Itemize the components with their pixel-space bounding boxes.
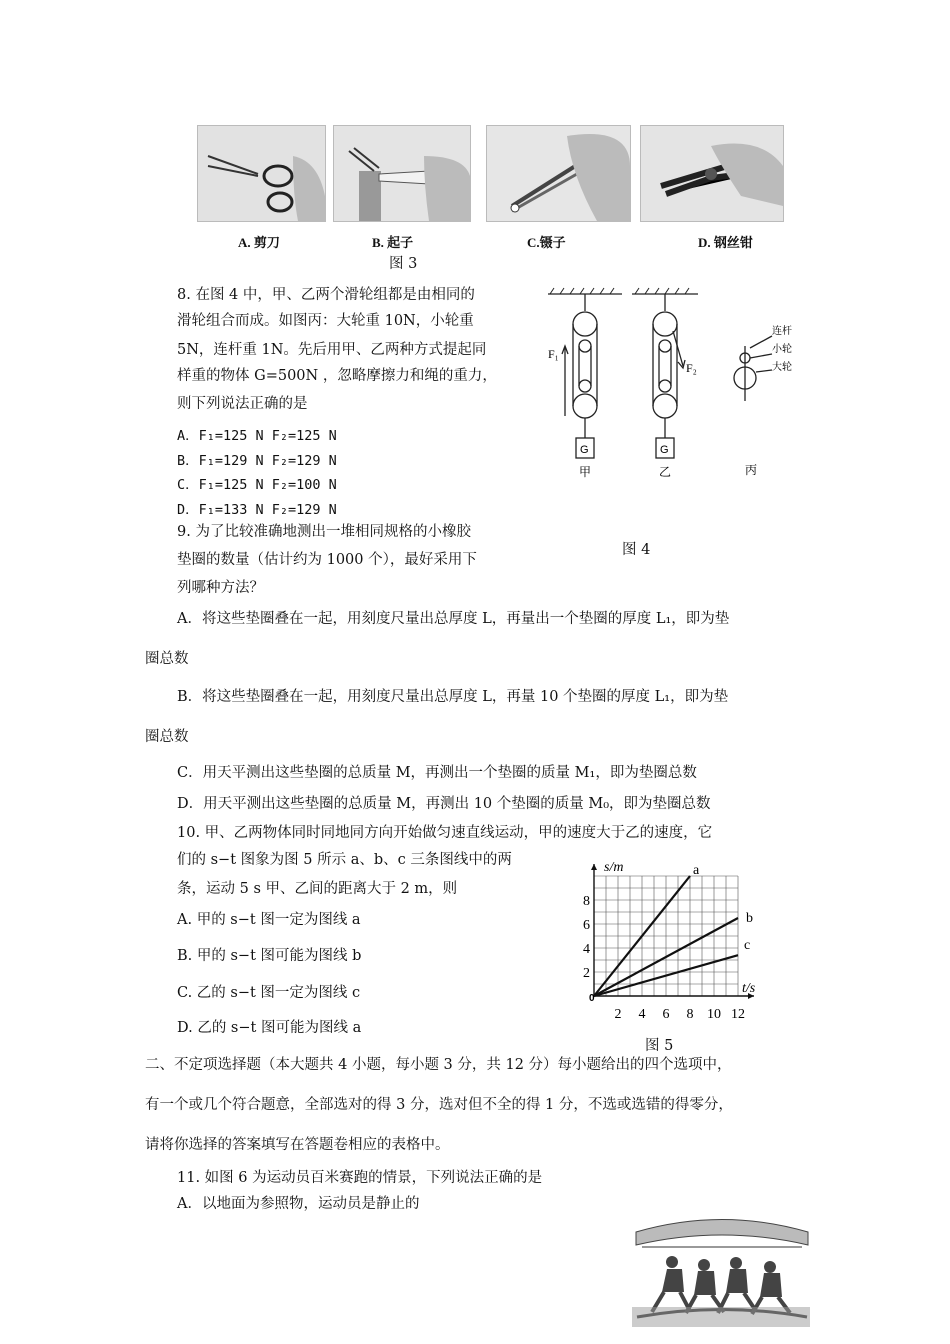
x-tick-label: 6 (662, 1007, 670, 1022)
st-chart (570, 855, 770, 1033)
label-liangan: 连杆 (772, 326, 792, 337)
q11-option-a: A．以地面为参照物，运动员是静止的 (177, 1196, 420, 1212)
q8-line-2: 滑轮组合而成。如图丙：大轮重 10N，小轮重 (177, 313, 474, 329)
q9-option-c: C．用天平测出这些垫圈的总质量 M，再测出一个垫圈的质量 M₁，即为垫圈总数 (177, 765, 697, 781)
weight-g-yi: G (660, 444, 669, 456)
q9-option-b-1: B．将这些垫圈叠在一起，用刻度尺量出总厚度 L，再量 10 个垫圈的厚度 L₁，即为垫 (177, 689, 729, 705)
y-axis-title: s/m (604, 860, 624, 875)
y-tick-label: 4 (583, 942, 590, 957)
q11-stem: 11. 如图 6 为运动员百米赛跑的情景，下列说法正确的是 (177, 1170, 543, 1186)
bottle-opener-photo (333, 125, 471, 222)
label-bing: 丙 (745, 463, 758, 477)
x-tick-label: 10 (707, 1007, 721, 1022)
q10-line-2: 们的 s−t 图象为图 5 所示 a、b、c 三条图线中的两 (177, 852, 512, 868)
tweezers-photo (486, 125, 631, 222)
q10-line-1: 10. 甲、乙两物体同时同地同方向开始做匀速直线运动，甲的速度大于乙的速度，它 (177, 825, 713, 841)
figure-5-label: 图 5 (645, 1038, 674, 1054)
figure-3-label: 图 3 (389, 256, 418, 272)
q9-option-b-2: 圈总数 (145, 729, 189, 745)
caption-opener: B. 起子 (372, 235, 414, 250)
q10-option-d: D. 乙的 s−t 图可能为图线 a (177, 1020, 362, 1036)
q8-option-c: C．F₁=125 N F₂=100 N (177, 477, 337, 493)
f1-label: F₁ (548, 347, 559, 361)
x-axis-title: t/s (742, 981, 756, 996)
q9-option-d: D．用天平测出这些垫圈的总质量 M，再测出 10 个垫圈的质量 M₀，即为垫圈总数 (177, 796, 711, 812)
x-tick-label: 2 (614, 1007, 622, 1022)
weight-g-jia: G (580, 444, 589, 456)
x-tick-label: 8 (686, 1007, 694, 1022)
q8-option-d: D．F₁=133 N F₂=129 N (177, 502, 337, 518)
q9-option-a-1: A．将这些垫圈叠在一起，用刻度尺量出总厚度 L，再量出一个垫圈的厚度 L₁，即为垫 (177, 611, 730, 627)
caption-tweezers: C.镊子 (527, 235, 566, 250)
q8-option-a: A．F₁=125 N F₂=125 N (177, 428, 337, 444)
label-dalun: 大轮 (772, 362, 792, 373)
x-tick-label: 12 (731, 1007, 745, 1022)
scissors-photo (197, 125, 326, 222)
sprinters-illustration (632, 1207, 810, 1327)
q8-option-b: B．F₁=129 N F₂=129 N (177, 453, 337, 469)
section2-line-1: 二、不定项选择题（本大题共 4 小题，每小题 3 分，共 12 分）每小题给出的四个选项中， (145, 1057, 732, 1073)
q10-option-b: B. 甲的 s−t 图可能为图线 b (177, 948, 362, 964)
section2-line-2: 有一个或几个符合题意，全部选对的得 3 分，选对但不全的得 1 分，不选或选错的得零分， (145, 1097, 733, 1113)
q9-option-a-2: 圈总数 (145, 651, 189, 667)
section2-line-3: 请将你选择的答案填写在答题卷相应的表格中。 (145, 1137, 450, 1153)
y-tick-label: 6 (583, 918, 590, 933)
f2-label: F₂ (686, 361, 697, 375)
q8-line-5: 则下列说法正确的是 (177, 396, 308, 412)
series-label-c: c (744, 938, 751, 954)
y-tick-label: 8 (583, 894, 590, 909)
q8-line-4: 样重的物体 G=500N ，忽略摩擦力和绳的重力， (177, 368, 497, 384)
origin-label: 0 (589, 993, 595, 1004)
q10-option-a: A. 甲的 s−t 图一定为图线 a (177, 912, 361, 928)
q10-option-c: C. 乙的 s−t 图一定为图线 c (177, 985, 361, 1001)
figure-4-label: 图 4 (622, 542, 651, 558)
series-label-b: b (746, 911, 753, 926)
label-xiaolun: 小轮 (772, 344, 792, 355)
q9-line-2: 垫圈的数量（估计约为 1000 个），最好采用下 (177, 552, 477, 568)
label-yi: 乙 (659, 465, 672, 479)
y-axis-arrow (591, 864, 597, 870)
pulley-figure (540, 286, 810, 486)
series-label-a: a (693, 863, 700, 878)
q8-line-3: 5N，连杆重 1N。先后用甲、乙两种方式提起同 (177, 342, 487, 358)
label-jia: 甲 (579, 465, 592, 479)
q9-line-1: 9. 为了比较准确地测出一堆相同规格的小橡胶 (177, 524, 471, 540)
q9-line-3: 列哪种方法？ (177, 580, 264, 596)
y-tick-label: 2 (583, 966, 590, 981)
caption-pliers: D. 钢丝钳 (698, 235, 753, 250)
q8-line-1: 8. 在图 4 中，甲、乙两个滑轮组都是由相同的 (177, 287, 475, 303)
x-tick-label: 4 (638, 1007, 646, 1022)
q10-line-3: 条，运动 5 s 甲、乙间的距离大于 2 m，则 (177, 881, 458, 897)
caption-scissors: A. 剪刀 (238, 235, 280, 250)
pliers-photo (640, 125, 784, 222)
